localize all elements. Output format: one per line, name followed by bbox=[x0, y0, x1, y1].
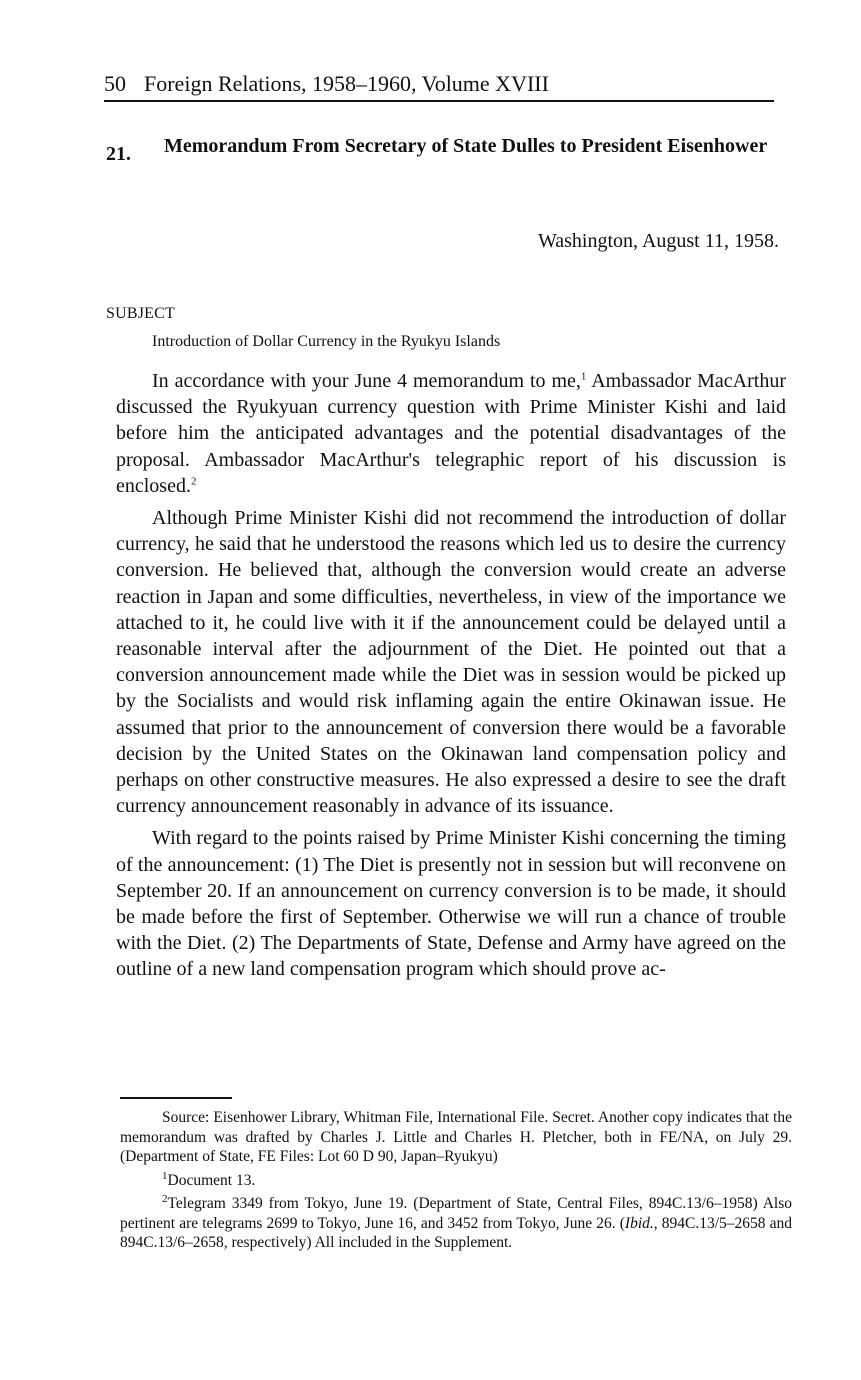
footnote-2-mark: 2 bbox=[162, 1192, 168, 1205]
footnote-2-part-b: , 894C.13/5–2658 and 894C.13/6–2658, respectively) All included in the Supplement. bbox=[120, 1214, 792, 1251]
footnote-ref-2: 2 bbox=[190, 475, 197, 488]
footnote-source: Source: Eisenhower Library, Whitman File, International File. Secret. Another copy indicates that the memorandum was drafted by Charles J. Little and Charles H. Pletcher, both in FE/NA, on July 29. (Department of State, FE Files: Lot 60 D 90, Japan–Ryukyu) bbox=[120, 1109, 792, 1165]
footnote-2-ibid: Ibid. bbox=[624, 1214, 654, 1232]
footnotes bbox=[120, 1108, 792, 1257]
subject-text: Introduction of Dollar Currency in the Ryukyu Islands bbox=[152, 333, 501, 350]
memo-body bbox=[116, 368, 786, 989]
dateline: Washington, August 11, 1958. bbox=[538, 230, 779, 252]
paragraph-2: Although Prime Minister Kishi did not recommend the introduction of dollar currency, he said that he understood the reasons which led us to desire the currency conversion. He believed that, although the conversion would create an adverse reaction in Japan and some difficulties, nevertheless, in view of the importance we attached to it, he could live with it if the announcement could be delayed until a reasonable interval after the adjournment of the Diet. He pointed out that a conversion announcement made while the Diet was in session would be picked up by the Socialists and would risk inflaming again the entire Okinawan issue. He assumed that prior to the announcement of conversion there would be a favorable decision by the United States on the Okinawan land compensation policy and perhaps on other constructive measures. He also expressed a desire to see the draft currency announcement reasonably in advance of its issuance. bbox=[116, 507, 786, 818]
running-header bbox=[104, 70, 774, 102]
document-number: 21. bbox=[106, 143, 131, 165]
series-title: Foreign Relations, 1958–1960, Volume XVIII bbox=[144, 71, 549, 96]
footnote-1 bbox=[120, 1171, 792, 1191]
paragraph-1-part-a: In accordance with your June 4 memorandum to me, bbox=[152, 370, 581, 392]
document-title: Memorandum From Secretary of State Dulles to President Eisenhower bbox=[164, 135, 768, 157]
footnote-2 bbox=[120, 1194, 792, 1253]
paragraph-3: With regard to the points raised by Prime Minister Kishi concerning the timing of the announcement: (1) The Diet is presently not in session but will reconvene on September 20. If an announcement on currency conversion is to be made, it should be made before the first of September. Otherwise we will run a chance of trouble with the Diet. (2) The Departments of State, Defense and Army have agreed on the outline of a new land compensation program which should prove ac- bbox=[116, 827, 786, 981]
footnote-2-part-a: Telegram 3349 from Tokyo, June 19. (Department of State, Central Files, 894C.13/6–1958) Also pertinent are telegrams 2699 to Tokyo, June 16, and 3452 from Tokyo, June 26. ( bbox=[120, 1195, 792, 1232]
footnote-ref-1: 1 bbox=[580, 370, 587, 383]
paragraph-1-part-b: Ambassador MacArthur discussed the Ryukyuan currency question with Prime Minister Kishi and laid before him the anticipated advantages and the potential disadvantages of the proposal. Ambassador MacArthur's telegraphic report of his discussion is enclosed. bbox=[116, 370, 786, 497]
footnote-1-text: Document 13. bbox=[167, 1171, 256, 1189]
footnote-1-mark: 1 bbox=[162, 1169, 168, 1182]
page-number: 50 bbox=[104, 71, 126, 96]
subject-label: SUBJECT bbox=[106, 305, 175, 322]
footnote-divider bbox=[120, 1097, 232, 1099]
paragraph-1 bbox=[116, 368, 786, 499]
